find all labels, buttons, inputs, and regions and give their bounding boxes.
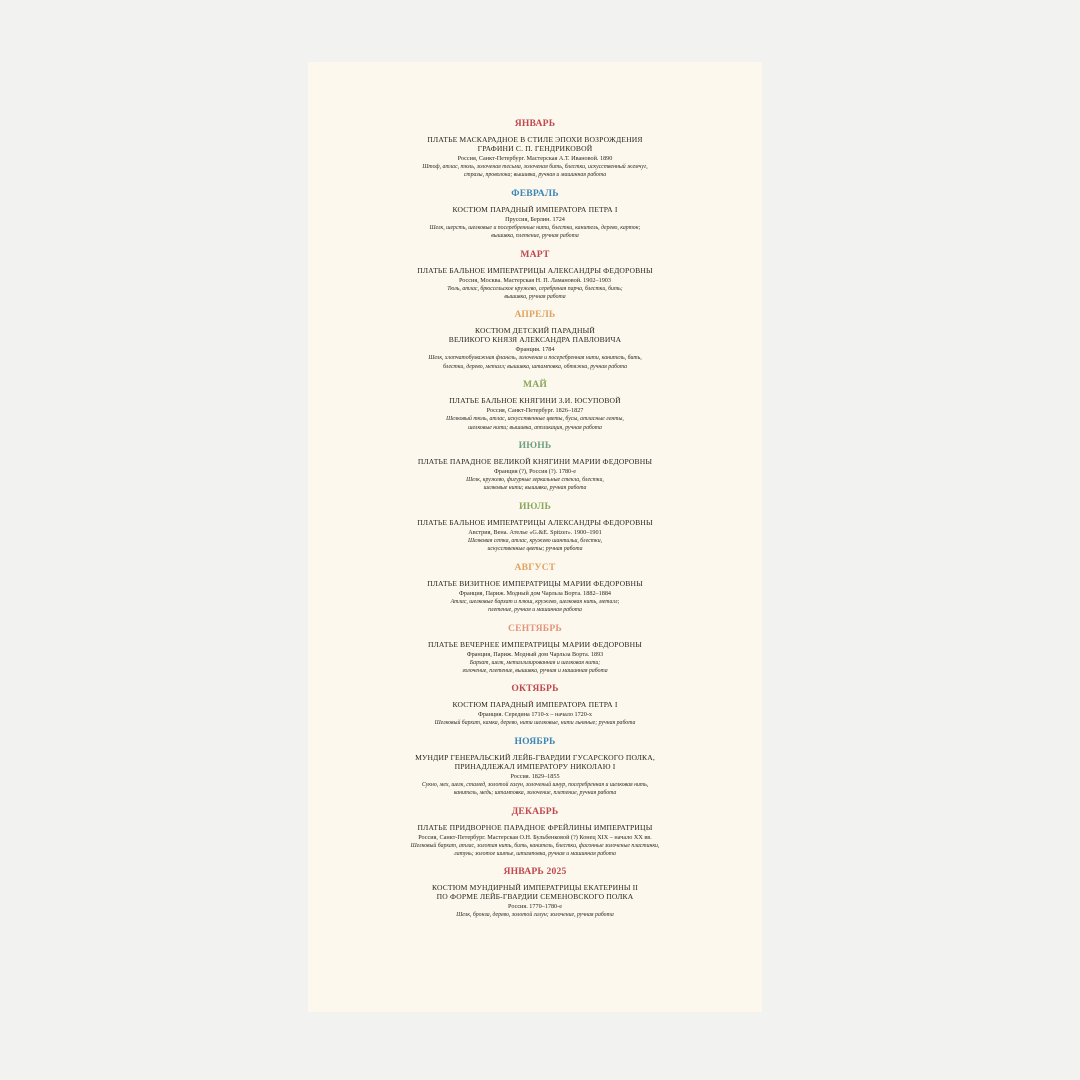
- costume-title-line: ПЛАТЬЕ ВИЗИТНОЕ ИМПЕРАТРИЦЫ МАРИИ ФЕДОРОВНЫ: [427, 578, 643, 588]
- costume-materials-line: Шелковый бархат, атлас, золотая нить, бить, канитель, блестки, фасонные золоченые пластинки,: [410, 842, 660, 849]
- costume-materials: [308, 354, 762, 371]
- costume-origin: Франция. Середина 1710-х – начало 1720-х: [477, 711, 593, 719]
- costume-origin: Россия, Санкт-Петербург. Мастерская О.Н. Бульбенковой (?) Конец XIX – начало XX вв.: [418, 833, 652, 841]
- costume-materials-line: Тюль, атлас, брюссельское кружево, серебряная парча, блестки, бить;: [447, 285, 623, 292]
- costume-materials: [308, 415, 762, 432]
- costume-materials-line: золочение, плетение, вышивка, ручная и машинная работа: [462, 667, 608, 674]
- costume-materials: [308, 659, 762, 676]
- costume-materials-line: шелковые нити; вышивка, аппликация, ручная работа: [468, 424, 602, 431]
- costume-title: [308, 883, 762, 901]
- month-entry: [308, 683, 762, 727]
- costume-origin: Россия, Москва. Мастерская Н. П. Ламановой. 1902–1903: [459, 276, 611, 284]
- costume-materials-line: Шелковый бархат, камка, дерево, нити шелковые, нити льняные; ручная работа: [434, 720, 636, 727]
- costume-materials: [308, 781, 762, 798]
- costume-origin: Франция, Париж. Модный дом Чарльза Ворта. 1882–1884: [458, 589, 612, 597]
- costume-materials-line: Шелк, бронза, дерево, золотой галун; золочение, ручная работа: [456, 912, 614, 919]
- costume-materials-line: Штоф, атлас, тюль, золоченая тесьма, золоченая бить, блестки, искусственный жемчуг,: [422, 164, 648, 170]
- costume-title: [308, 396, 762, 405]
- month-entry: [308, 309, 762, 371]
- month-name: ЯНВАРЬ 2025: [503, 866, 567, 878]
- month-entry: [308, 118, 762, 180]
- costume-materials-line: плетение, ручная и машинная работа: [488, 607, 582, 614]
- costume-materials-line: латунь; золотое шитье, штамповка, ручная и машинная работа: [454, 850, 616, 857]
- costume-title-line: ПЛАТЬЕ БАЛЬНОЕ КНЯГИНИ З.И. ЮСУПОВОЙ: [449, 396, 621, 406]
- costume-materials-line: вышивка, ручная работа: [504, 294, 566, 301]
- costume-origin: Франция. 1784: [515, 346, 555, 354]
- month-name: ИЮНЬ: [518, 440, 552, 452]
- costume-title-line: ПЛАТЬЕ ПАРАДНОЕ ВЕЛИКОЙ КНЯГИНИ МАРИИ ФЕДОРОВНЫ: [417, 457, 653, 467]
- costume-materials-line: Атлас, шелковые бархат и плюш, кружево, шелковая нить, металл;: [450, 598, 620, 605]
- costume-materials-line: вышивка, плетение, ручная работа: [491, 233, 579, 240]
- month-name: СЕНТЯБРЬ: [508, 622, 562, 634]
- month-entry: [308, 866, 762, 919]
- costume-origin: Австрия, Вена. Ателье «G.&E. Spitzer». 1900–1901: [468, 528, 602, 536]
- costume-title-line: КОСТЮМ МУНДИРНЫЙ ИМПЕРАТРИЦЫ ЕКАТЕРИНЫ II: [431, 883, 639, 893]
- costume-materials: [308, 163, 762, 180]
- costume-materials-line: Шелк, хлопчатобумажная фланель, золоченая и посеребренная нити, канитель, бить,: [428, 355, 642, 362]
- costume-materials-line: стразы, проволока; вышивка, ручная и машинная работа: [463, 172, 607, 179]
- costume-title: [308, 823, 762, 832]
- costume-title: [308, 753, 762, 771]
- month-entry: [308, 562, 762, 615]
- costume-title: [308, 205, 762, 214]
- costume-title-line: ПРИНАДЛЕЖАЛ ИМПЕРАТОРУ НИКОЛАЮ I: [454, 761, 616, 771]
- month-name: НОЯБРЬ: [514, 735, 556, 747]
- month-entry: [308, 501, 762, 554]
- costume-title: [308, 457, 762, 466]
- costume-origin: Россия, Санкт-Петербург. 1826–1827: [486, 407, 584, 415]
- costume-origin: Россия. 1829–1855: [510, 772, 560, 780]
- costume-title: [308, 579, 762, 588]
- costume-title-line: ПЛАТЬЕ МАСКАРАДНОЕ В СТИЛЕ ЭПОХИ ВОЗРОЖДЕНИЯ: [427, 135, 643, 144]
- costume-title-line: МУНДИР ГЕНЕРАЛЬСКИЙ ЛЕЙБ-ГВАРДИИ ГУСАРСКОГО ПОЛКА,: [415, 752, 655, 762]
- month-entry: [308, 806, 762, 859]
- month-entry: [308, 379, 762, 432]
- costume-title: [308, 135, 762, 153]
- costume-materials-line: шелковые нити; вышивка, ручная работа: [483, 485, 587, 492]
- costume-materials: [308, 598, 762, 615]
- costume-materials-line: канитель, медь; штамповка, золочение, плетение, ручная работа: [453, 790, 617, 797]
- month-name: АПРЕЛЬ: [514, 309, 556, 321]
- costume-origin: Пруссия, Берлин. 1724: [505, 215, 565, 223]
- costume-materials-line: Сукно, мех, шелк, стамед, золотой галун, золоченый шнур, посеребренная и шелковая нить,: [421, 781, 649, 788]
- month-name: АВГУСТ: [514, 561, 556, 573]
- costume-title-line: ПЛАТЬЕ БАЛЬНОЕ ИМПЕРАТРИЦЫ АЛЕКСАНДРЫ ФЕДОРОВНЫ: [417, 265, 653, 275]
- costume-origin: Франция (?), Россия (?). 1780-е: [494, 468, 576, 476]
- costume-title: [308, 640, 762, 649]
- costume-materials-line: Шелковый тюль, атлас, искусственные цветы, бусы, атласные ленты,: [446, 416, 624, 423]
- costume-title-line: ПЛАТЬЕ ПРИДВОРНОЕ ПАРАДНОЕ ФРЕЙЛИНЫ ИМПЕРАТРИЦЫ: [417, 822, 653, 832]
- costume-title-line: ПЛАТЬЕ БАЛЬНОЕ ИМПЕРАТРИЦЫ АЛЕКСАНДРЫ ФЕДОРОВНЫ: [417, 517, 653, 527]
- month-name: ЯНВАРЬ: [514, 118, 556, 129]
- costume-origin: Россия, Санкт-Петербург. Мастерская А.Т. Ивановой. 1890: [457, 155, 613, 162]
- calendar-page: [308, 62, 762, 1012]
- costume-origin: Франция, Париж. Модный дом Чарльза Ворта. 1893: [466, 650, 604, 658]
- month-name: МАРТ: [520, 248, 550, 260]
- costume-materials: [308, 224, 762, 241]
- costume-title-line: ПО ФОРМЕ ЛЕЙБ-ГВАРДИИ СЕМЕНОВСКОГО ПОЛКА: [436, 892, 634, 902]
- costume-materials-line: искусственные цветы; ручная работа: [487, 546, 583, 553]
- costume-materials: [308, 476, 762, 493]
- costume-materials: [308, 719, 762, 727]
- costume-materials-line: Бархат, шелк, металлизированная и шелковая нити;: [469, 659, 601, 666]
- costume-materials: [308, 842, 762, 859]
- costume-title-line: КОСТЮМ ДЕТСКИЙ ПАРАДНЫЙ: [475, 326, 595, 336]
- costume-materials: [308, 911, 762, 919]
- costume-materials-line: блестки, дерево, металл; вышивка, штамповка, обтяжка, ручная работа: [443, 363, 627, 370]
- costume-title-line: ГРАФИНИ С. П. ГЕНДРИКОВОЙ: [477, 144, 593, 153]
- costume-materials-line: Шелковая сетка, атлас, кружево шантильи, блестки,: [467, 537, 603, 544]
- month-entry: [308, 736, 762, 798]
- costume-materials: [308, 537, 762, 554]
- costume-title: [308, 326, 762, 344]
- month-name: ДЕКАБРЬ: [511, 805, 559, 817]
- month-name: ИЮЛЬ: [518, 500, 552, 512]
- costume-title: [308, 518, 762, 527]
- month-name: ОКТЯБРЬ: [511, 683, 559, 695]
- costume-title: [308, 266, 762, 275]
- costume-materials: [308, 285, 762, 302]
- costume-title: [308, 700, 762, 709]
- month-entry: [308, 249, 762, 302]
- costume-title-line: КОСТЮМ ПАРАДНЫЙ ИМПЕРАТОРА ПЕТРА I: [452, 700, 618, 710]
- costume-origin: Россия. 1770–1780-е: [508, 903, 562, 911]
- month-name: ФЕВРАЛЬ: [511, 187, 559, 199]
- costume-materials-line: Шелк, кружево, фигурные зеркальные стекла, блестки,: [466, 477, 604, 484]
- costume-materials-line: Шелк, шерсть, шелковые и посеребренные нити, блестки, канитель, дерево, картон;: [429, 224, 641, 231]
- month-name: МАЙ: [522, 379, 548, 391]
- month-entry: [308, 440, 762, 493]
- month-entry: [308, 623, 762, 676]
- costume-title-line: КОСТЮМ ПАРАДНЫЙ ИМПЕРАТОРА ПЕТРА I: [452, 204, 618, 214]
- costume-title-line: ПЛАТЬЕ ВЕЧЕРНЕЕ ИМПЕРАТРИЦЫ МАРИИ ФЕДОРОВНЫ: [428, 639, 642, 649]
- costume-title-line: ВЕЛИКОГО КНЯЗЯ АЛЕКСАНДРА ПАВЛОВИЧА: [448, 335, 622, 345]
- month-entry: [308, 188, 762, 241]
